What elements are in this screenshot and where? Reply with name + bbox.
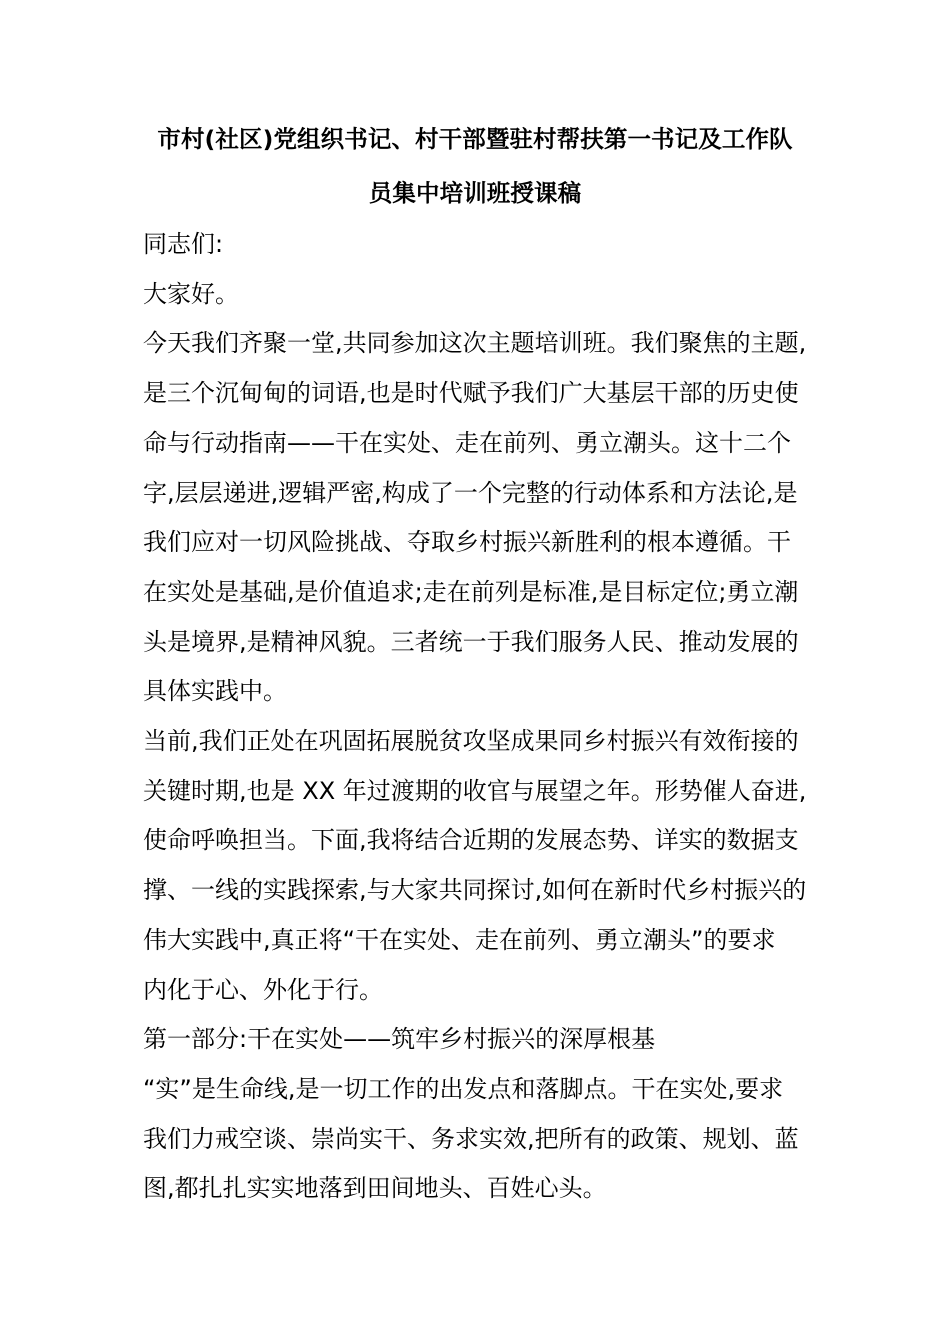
body-line: 是三个沉甸甸的词语,也是时代赋予我们广大基层干部的历史使 — [143, 379, 799, 408]
body-line: 在实处是基础,是价值追求;走在前列是标准,是目标定位;勇立潮 — [143, 577, 799, 606]
body-line: 命与行动指南——干在实处、走在前列、勇立潮头。这十二个 — [143, 428, 791, 457]
document-title-line-1: 市村(社区)党组织书记、村干部暨驻村帮扶第一书记及工作队 — [157, 125, 793, 153]
body-line: 我们应对一切风险挑战、夺取乡村振兴新胜利的根本遵循。干 — [143, 528, 791, 557]
document-title-line-2: 员集中培训班授课稿 — [368, 179, 582, 207]
salutation: 同志们: — [143, 230, 224, 258]
body-line: 内化于心、外化于行。 — [143, 975, 383, 1004]
document-title — [143, 112, 807, 220]
body-line: 我们力戒空谈、崇尚实干、务求实效,把所有的政策、规划、蓝 — [143, 1124, 799, 1153]
body-line: 图,都扎扎实实地落到田间地头、百姓心头。 — [143, 1174, 607, 1203]
body-line: 撑、一线的实践探索,与大家共同探讨,如何在新时代乡村振兴的 — [143, 876, 807, 905]
section-heading: 第一部分:干在实处——筑牢乡村振兴的深厚根基 — [143, 1025, 656, 1054]
body-line: 字,层层递进,逻辑严密,构成了一个完整的行动体系和方法论,是 — [143, 478, 798, 507]
body-line: 使命呼唤担当。下面,我将结合近期的发展态势、详实的数据支 — [143, 826, 799, 855]
body-line: 今天我们齐聚一堂,共同参加这次主题培训班。我们聚焦的主题, — [143, 329, 807, 358]
body-line: 当前,我们正处在巩固拓展脱贫攻坚成果同乡村振兴有效衔接的 — [143, 727, 799, 756]
document-body — [143, 220, 807, 1214]
body-line: “实”是生命线,是一切工作的出发点和落脚点。干在实处,要求 — [143, 1074, 784, 1103]
greeting: 大家好。 — [143, 279, 239, 308]
body-line: 具体实践中。 — [143, 677, 287, 706]
body-line: 头是境界,是精神风貌。三者统一于我们服务人民、推动发展的 — [143, 627, 799, 656]
document-content — [143, 112, 807, 1214]
body-line: 关键时期,也是 XX 年过渡期的收官与展望之年。形势催人奋进, — [143, 776, 807, 805]
body-line: 伟大实践中,真正将“干在实处、走在前列、勇立潮头”的要求 — [143, 925, 776, 954]
